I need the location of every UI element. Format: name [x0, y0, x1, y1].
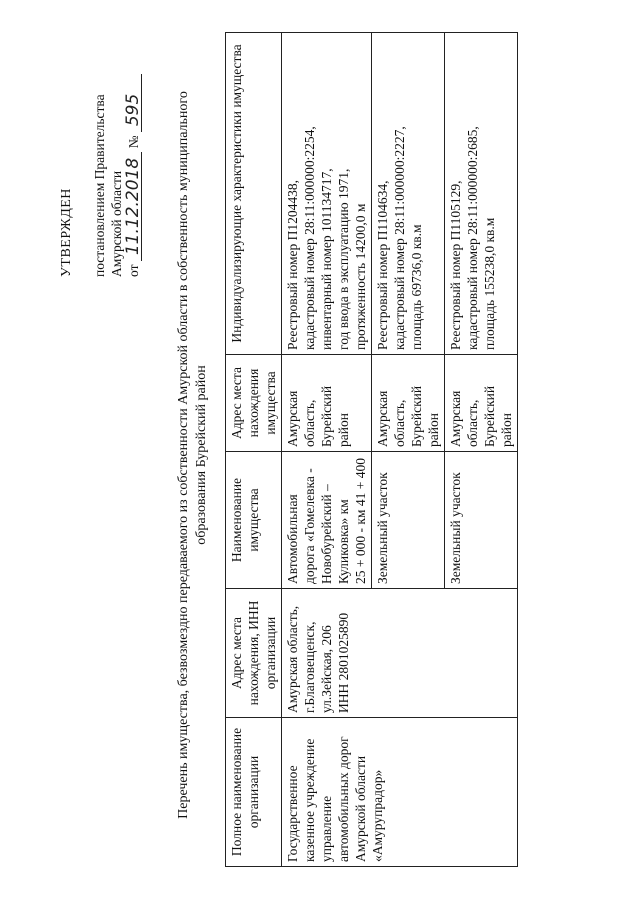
handwritten-number: 595: [125, 74, 142, 132]
property-details-cell-line: Реестровый номер П1105129,: [448, 180, 463, 350]
number-label: №: [126, 135, 141, 149]
property-details-cell-line: площадь 69736,0 кв.м: [409, 224, 424, 350]
org-address-cell: [282, 589, 518, 718]
property-location-cell: [282, 355, 372, 452]
property-name-cell-line: Земельный участок: [448, 472, 463, 584]
property-name-cell-line: Земельный участок: [375, 472, 390, 584]
property-details-cell-line: инвентарный номер 101134717,: [319, 168, 334, 350]
property-location-cell-line: Бурейский район: [319, 385, 351, 447]
property-details-cell-line: кадастровый номер 28:11:000000:2227,: [392, 126, 407, 350]
from-label: от: [126, 264, 141, 277]
property-location-cell-line: Бурейский район: [482, 385, 514, 447]
handwritten-date: 11.12.2018: [125, 152, 142, 261]
property-name-cell: [282, 452, 372, 589]
header-property-name: Наименование имущества: [226, 452, 282, 589]
property-name-cell: [445, 452, 518, 589]
property-details-cell: [372, 33, 445, 355]
org-name-cell: [282, 718, 518, 867]
property-details-cell-line: площадь 155238,0 кв.м: [482, 217, 497, 350]
header-org-name: Полное наименование организации: [226, 718, 282, 867]
property-name-cell-line: дорога «Гомелевка -: [302, 468, 317, 584]
property-location-cell: [372, 355, 445, 452]
property-location-cell: [445, 355, 518, 452]
property-details-cell-line: протяженность 14200,0 м: [353, 203, 368, 350]
org-address-cell-line: ИНН 2801025890: [336, 612, 351, 713]
property-name-cell-line: Куликовка» км: [336, 499, 351, 584]
property-details-cell-line: кадастровый номер 28:11:000000:2254,: [302, 126, 317, 350]
org-name-cell-line: управление: [319, 795, 334, 862]
property-name-cell: [372, 452, 445, 589]
org-name-cell-line: казенное учреждение: [302, 738, 317, 862]
header-property-details: Индивидуализирующие характеристики имущества: [226, 33, 282, 355]
approval-heading: УТВЕРЖДЕН: [59, 188, 74, 277]
approval-line-2: Амурской области: [109, 170, 124, 277]
property-details-cell: [445, 33, 518, 355]
property-details-cell-line: Реестровый номер П1204438,: [285, 179, 300, 350]
property-name-cell-line: Автомобильная: [285, 494, 300, 584]
property-name-cell-line: 25 + 000 - км 41 + 400: [353, 458, 368, 584]
org-name-cell-line: автомобильных дорог: [336, 736, 351, 862]
org-address-cell-line: г.Благовещенск,: [302, 621, 317, 713]
property-details-cell-line: кадастровый номер 28:11:000000:2685,: [465, 126, 480, 350]
approval-stamp: [58, 17, 142, 277]
org-name-cell-line: Амурской области: [353, 755, 368, 862]
org-address-cell-line: Амурская область,: [285, 605, 300, 713]
property-table: [225, 32, 518, 867]
document-title: [175, 45, 211, 865]
table-header-row: [226, 33, 282, 867]
property-details-cell-line: Реестровый номер П1104634,: [375, 180, 390, 350]
property-location-cell-line: Амурская область,: [448, 390, 480, 447]
header-org-address: Адрес места нахождения, ИНН организации: [226, 589, 282, 718]
property-name-cell-line: Новобурейский –: [319, 484, 334, 584]
property-location-cell-line: Бурейский район: [409, 385, 441, 447]
org-name-cell-line: «Амурупрадор»: [370, 769, 385, 862]
property-location-cell-line: Амурская область,: [285, 390, 317, 447]
table-row: [282, 33, 372, 867]
title-line-1: Перечень имущества, безвозмездно передаваемого из собственности Амурской области в собственность муниципального: [176, 91, 191, 819]
approval-line-1: постановлением Правительства: [92, 94, 107, 277]
property-location-cell-line: Амурская область,: [375, 390, 407, 447]
org-address-cell-line: ул.Зейская, 206: [319, 625, 334, 713]
org-name-cell-line: Государственное: [285, 765, 300, 862]
approval-date-line: [125, 17, 142, 277]
property-details-cell-line: год ввода в эксплуатацию 1971,: [336, 168, 351, 350]
title-line-2: образования Бурейский район: [194, 365, 209, 545]
property-details-cell: [282, 33, 372, 355]
header-property-location: Адрес места нахождения имущества: [226, 355, 282, 452]
